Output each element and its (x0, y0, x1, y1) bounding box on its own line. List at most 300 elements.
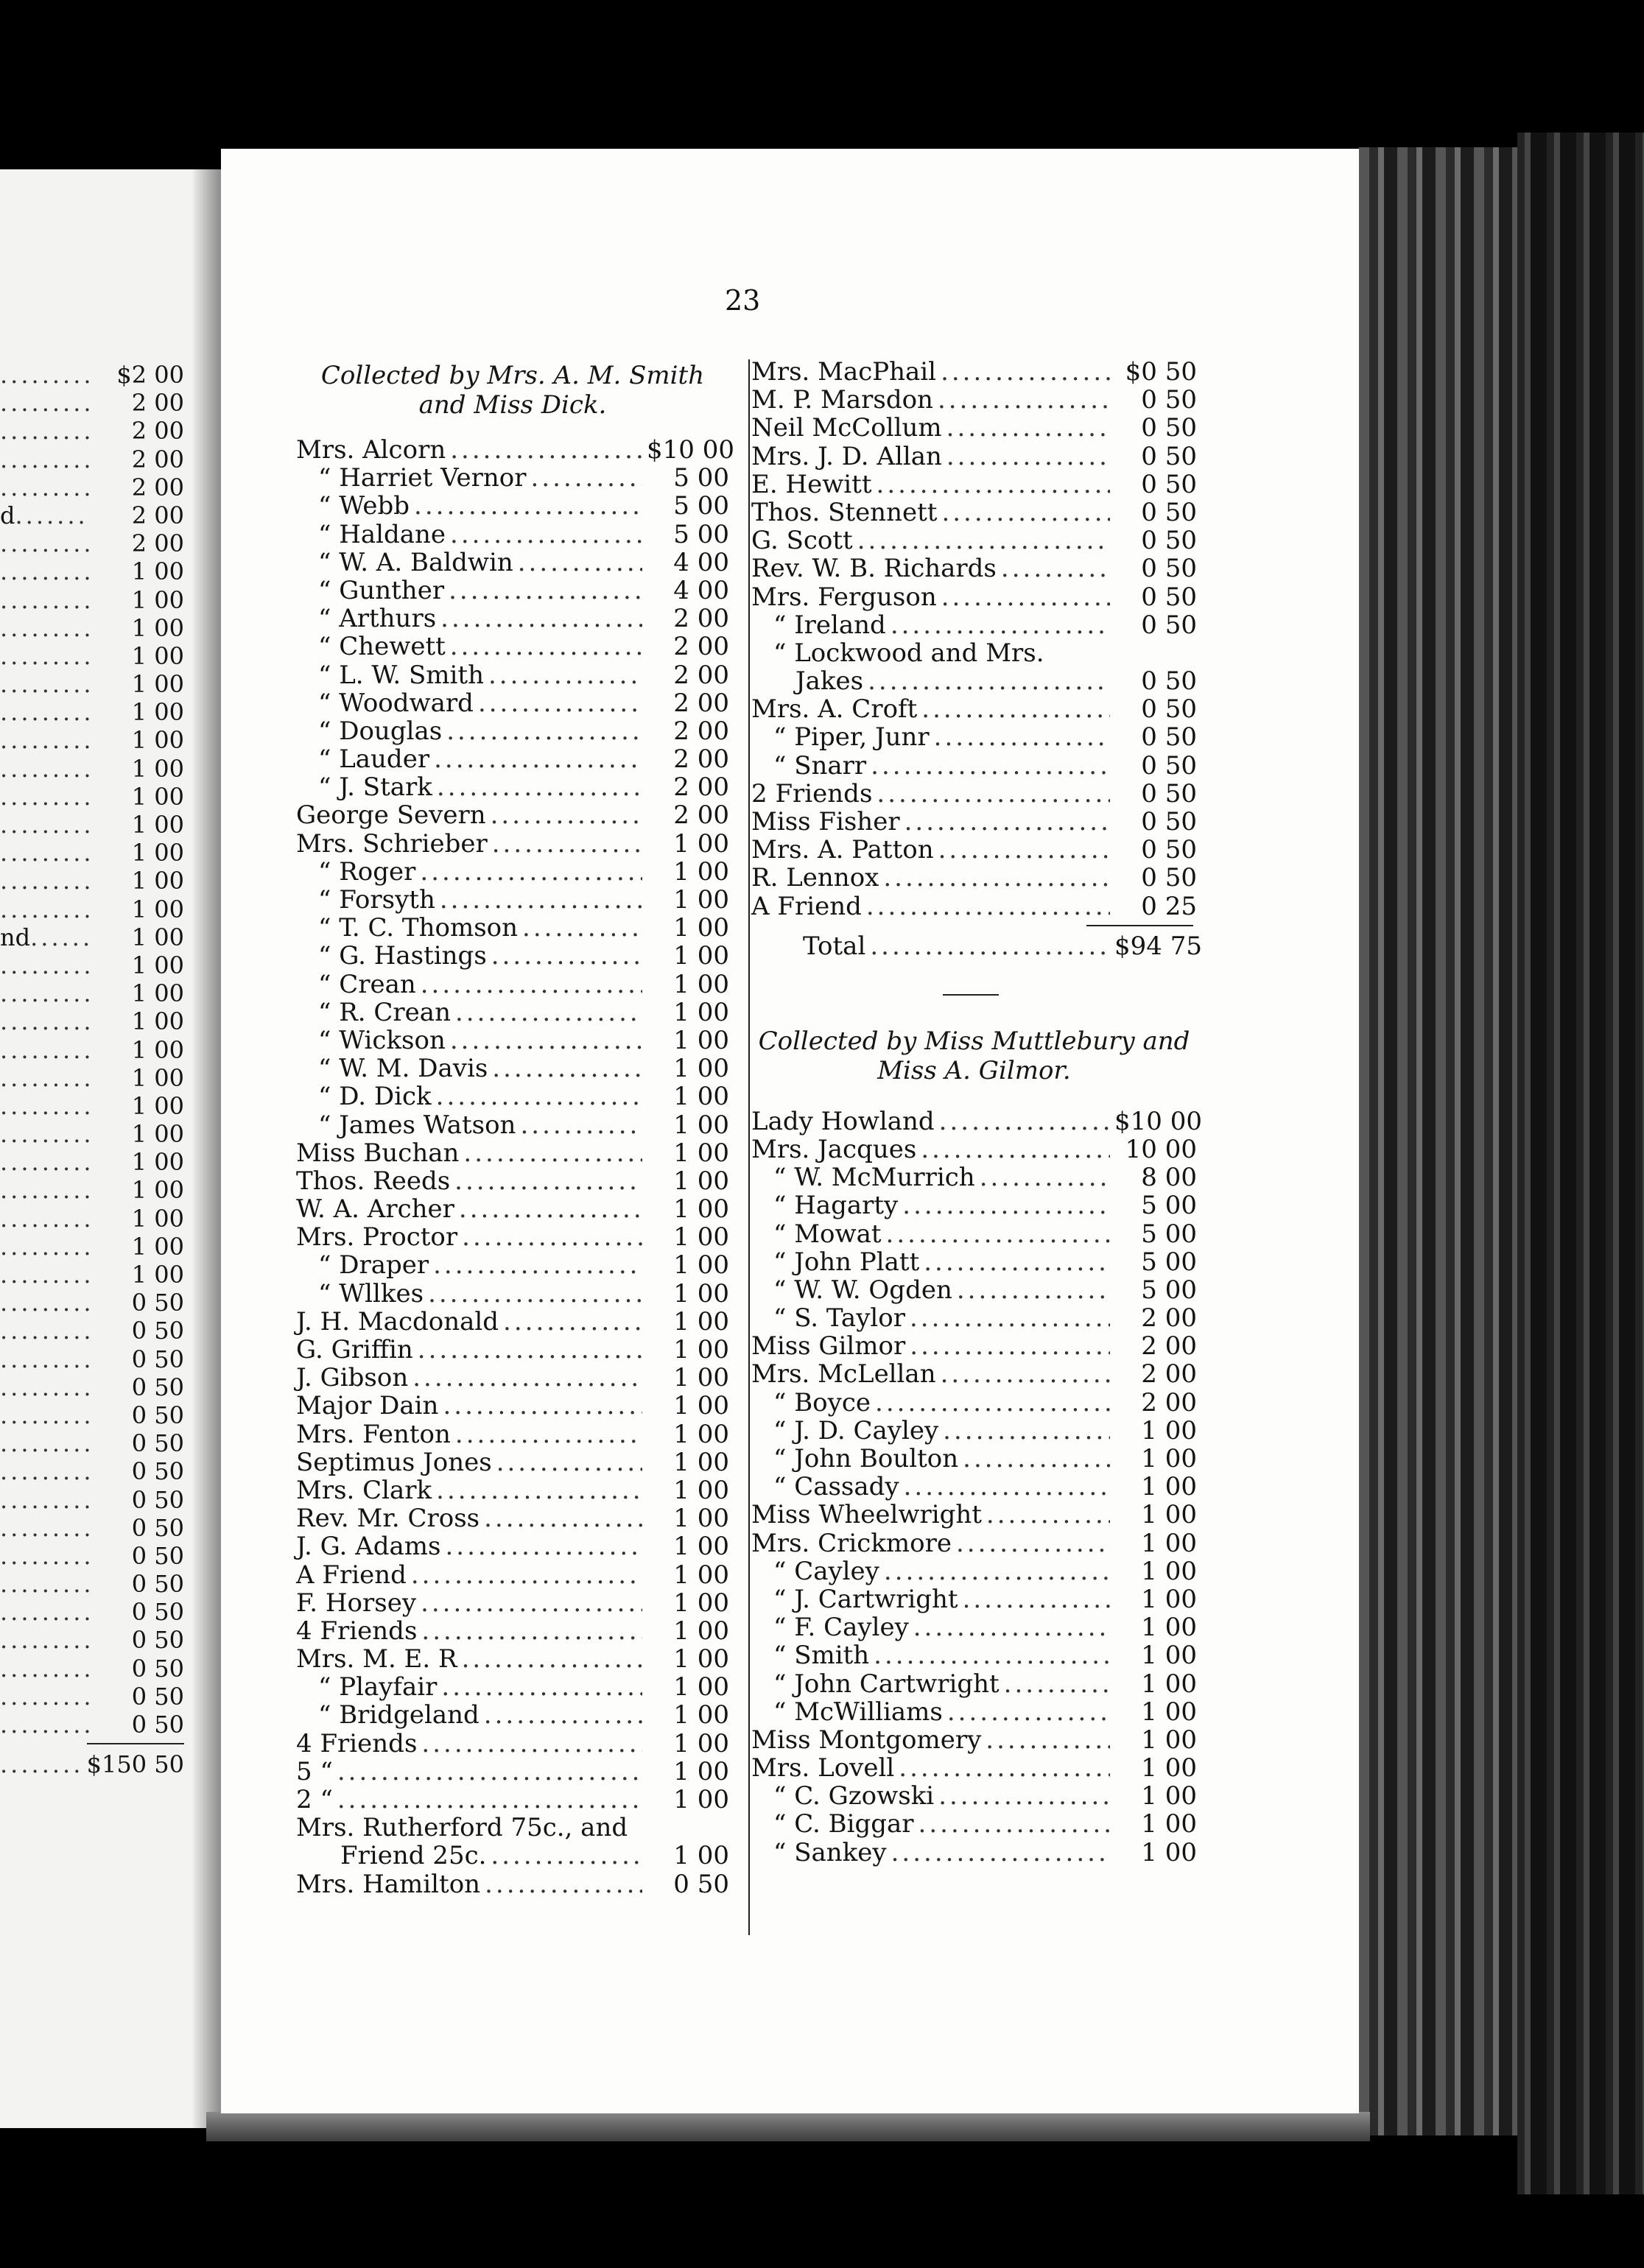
contributor-name: Mrs. Alcorn (296, 435, 446, 465)
leader-dots (913, 1613, 1110, 1641)
leader-dots (450, 633, 642, 661)
contribution-amount: 1 00 (673, 885, 729, 915)
facing-page-row (0, 1373, 184, 1401)
leader-dots (939, 1107, 1110, 1135)
contributor-name: 4 Friends (296, 1616, 418, 1646)
contribution-amount: 1 00 (673, 1110, 729, 1140)
contribution-amount: 2 00 (1141, 1359, 1197, 1390)
contributor-name: “ J. Stark (318, 772, 432, 803)
facing-page-row (0, 811, 184, 839)
contribution-row (296, 1786, 729, 1814)
leader-dots (434, 745, 642, 773)
contribution-amount: 1 00 (1141, 1725, 1197, 1755)
contributor-name: 2 Friends (751, 778, 873, 809)
contributor-name: “ Snarr (773, 750, 867, 781)
contribution-amount: 1 00 (673, 828, 729, 859)
leader-dots (910, 1332, 1110, 1360)
contribution-amount: 2 00 (673, 660, 729, 690)
contribution-row (751, 1698, 1197, 1726)
facing-page-row (0, 1261, 184, 1289)
contributor-name: R. Lennox (751, 863, 879, 893)
facing-page-row (0, 1064, 184, 1092)
facing-page-row (0, 1317, 184, 1345)
contribution-row (296, 1701, 729, 1729)
contributor-name: “ L. W. Smith (318, 660, 484, 690)
leader-dots (421, 1589, 642, 1617)
leader-dots (337, 1758, 642, 1786)
contribution-amount: 1 00 (673, 1447, 729, 1477)
contributor-list (296, 435, 734, 1899)
contribution-amount: 0 50 (1141, 807, 1197, 837)
leader-dots (886, 1220, 1110, 1248)
leader-dots (883, 864, 1110, 892)
contribution-amount: 5 00 (673, 491, 729, 521)
contribution-amount: 2 00 (673, 604, 729, 634)
contributor-name: Neil McCollum (751, 413, 942, 443)
contributor-name: “ Cassady (773, 1472, 899, 1502)
contribution-row (751, 780, 1197, 808)
contribution-amount: 1 00 (673, 1363, 729, 1393)
contribution-amount: 1 00 (673, 856, 729, 887)
facing-page-amount: 1 00 (131, 670, 184, 699)
contribution-row (296, 745, 729, 773)
contribution-row (296, 1504, 729, 1532)
facing-page-row (0, 1457, 184, 1485)
contribution-amount: 5 00 (1141, 1247, 1197, 1277)
contribution-amount: 5 00 (1141, 1275, 1197, 1305)
column-right (751, 357, 1202, 1867)
facing-page-row (0, 1176, 184, 1204)
facing-page-amount: 2 00 (131, 529, 184, 558)
facing-page-row (0, 1205, 184, 1233)
contribution-amount: 1 00 (673, 941, 729, 971)
facing-page-row (0, 1683, 184, 1711)
contributor-name: “ G. Hastings (318, 941, 487, 971)
contribution-row (296, 1026, 729, 1054)
contribution-row (751, 864, 1197, 892)
facing-page-row (0, 529, 184, 557)
facing-page-amount: 2 00 (131, 389, 184, 418)
contributor-name: A Friend (296, 1560, 407, 1590)
contribution-row (751, 526, 1197, 554)
facing-page-row (0, 1345, 184, 1373)
contributor-name: Mrs. M. E. R (296, 1644, 457, 1674)
contributor-name: Mrs. A. Patton (751, 835, 934, 865)
leader-dots (441, 1673, 642, 1701)
leader-dots (459, 1195, 642, 1223)
page-number: 23 (725, 284, 761, 317)
contributor-name: George Severn (296, 800, 486, 831)
facing-page-row (0, 1120, 184, 1148)
leader-dots (941, 358, 1110, 386)
contribution-amount: 10 00 (1125, 1134, 1197, 1164)
contributor-name: “ Haldane (318, 519, 446, 549)
leader-dots (875, 1389, 1110, 1417)
contribution-row (296, 801, 729, 829)
facing-page-row (0, 923, 184, 951)
contributor-name: 4 Friends (296, 1728, 418, 1758)
leader-dots (918, 1810, 1110, 1838)
contribution-row (751, 1754, 1197, 1782)
contributor-name: “ Webb (318, 491, 410, 521)
total-row (751, 931, 1202, 966)
leader-dots (520, 1111, 642, 1139)
leader-dots (947, 1698, 1110, 1726)
contribution-amount: 1 00 (1141, 1444, 1197, 1473)
facing-page-amount: 0 50 (131, 1289, 184, 1317)
contributor-name: “ Lockwood and Mrs. (773, 638, 1044, 668)
leader-dots (980, 1163, 1110, 1191)
leader-dots (484, 1701, 642, 1729)
contribution-amount: 1 00 (1141, 1669, 1197, 1699)
leader-dots (450, 436, 642, 464)
contribution-amount: 1 00 (1141, 1697, 1197, 1727)
contributor-name: “ J. D. Cayley (773, 1415, 939, 1445)
contribution-amount: 1 00 (673, 1222, 729, 1253)
contribution-amount: 1 00 (673, 1419, 729, 1449)
contribution-amount: 1 00 (1141, 1809, 1197, 1839)
contribution-row (296, 1476, 729, 1504)
facing-page-row (0, 755, 184, 783)
leader-dots (421, 1617, 642, 1645)
facing-page-row (0, 1429, 184, 1457)
leader-dots (866, 892, 1110, 920)
leader-dots (946, 443, 1110, 471)
contribution-row (296, 999, 729, 1026)
contribution-amount: 0 50 (1141, 582, 1197, 612)
facing-page-row (0, 417, 184, 445)
leader-dots (956, 1529, 1110, 1557)
contribution-amount: 1 00 (1141, 1781, 1197, 1811)
facing-page-amount: $2 00 (116, 361, 184, 389)
contributor-name: G. Scott (751, 526, 853, 556)
contribution-amount: 0 50 (1141, 863, 1197, 893)
contribution-amount: 5 00 (1141, 1219, 1197, 1249)
leader-dots (963, 1445, 1110, 1473)
contribution-row (296, 1111, 729, 1139)
contributor-name: “ R. Crean (318, 997, 451, 1027)
leader-dots (963, 1585, 1110, 1613)
contribution-amount: $0 50 (1125, 357, 1197, 387)
contributor-name: “ Arthurs (318, 604, 437, 634)
facing-page-amount: 1 00 (131, 895, 184, 923)
contributor-name: Mrs. Schrieber (296, 828, 488, 859)
leader-dots (443, 1392, 642, 1420)
contributor-name: J. G. Adams (296, 1532, 441, 1562)
contributor-name: “ Ireland (773, 610, 886, 640)
facing-page-row (0, 1148, 184, 1176)
contribution-amount: 4 00 (673, 575, 729, 605)
contribution-row (296, 1392, 729, 1420)
contribution-amount: 0 50 (1141, 722, 1197, 753)
leader-dots (899, 1754, 1110, 1782)
section-separator (943, 994, 999, 996)
contribution-row (751, 443, 1197, 471)
facing-page-amount: 0 50 (131, 1570, 184, 1599)
contribution-amount: $10 00 (647, 435, 734, 465)
contributor-name: Mrs. MacPhail (751, 357, 937, 387)
contributor-name: J. Gibson (296, 1363, 409, 1393)
contributor-name: “ John Boulton (773, 1444, 959, 1473)
contribution-row (296, 1617, 729, 1645)
contribution-row (751, 1501, 1197, 1529)
leader-dots (1004, 1670, 1110, 1698)
contribution-row (751, 695, 1197, 723)
leader-dots (938, 836, 1110, 864)
contribution-row (751, 1641, 1197, 1669)
leader-dots (941, 1360, 1110, 1388)
contributor-name: “ J. Cartwright (773, 1584, 958, 1614)
contributor-name: Mrs. A. Croft (751, 694, 918, 725)
facing-page-row (0, 1514, 184, 1542)
contribution-amount: 1 00 (1141, 1500, 1197, 1530)
facing-page-row (0, 726, 184, 754)
contributor-name: “ Crean (318, 969, 416, 999)
facing-page-amount: 1 00 (131, 1035, 184, 1064)
facing-page-row (0, 557, 184, 585)
contribution-row (296, 1842, 729, 1870)
facing-page-row (0, 1655, 184, 1683)
leader-dots (986, 1501, 1110, 1529)
facing-page-row (0, 642, 184, 670)
contributor-name: “ Gunther (318, 575, 445, 605)
contribution-row (751, 1332, 1197, 1360)
contributor-name: A Friend (751, 891, 862, 921)
contributor-name: “ Wickson (318, 1025, 446, 1055)
contribution-amount: 1 00 (673, 1475, 729, 1505)
contribution-row (296, 773, 729, 801)
contributor-name: “ Harriet Vernor (318, 463, 527, 493)
leader-dots (938, 386, 1110, 414)
leader-dots (436, 1476, 642, 1504)
leader-dots (440, 886, 642, 914)
facing-page-amount: 1 00 (131, 951, 184, 979)
contributor-name: “ C. Biggar (773, 1809, 914, 1839)
contribution-amount: 1 00 (673, 1025, 729, 1055)
contribution-row (751, 1445, 1197, 1473)
contribution-amount: 1 00 (1141, 1837, 1197, 1867)
contributor-name: “ Lauder (318, 744, 430, 775)
facing-page-row (0, 951, 184, 979)
facing-page-amount: 1 00 (131, 641, 184, 670)
contribution-row (751, 499, 1197, 526)
facing-page-row (0, 1542, 184, 1570)
facing-page-row (0, 361, 184, 389)
leader-dots (891, 1839, 1110, 1867)
contribution-amount: 2 00 (673, 688, 729, 718)
facing-page-row (0, 1598, 184, 1626)
facing-page-amount: 1 00 (131, 698, 184, 727)
contribution-amount: 5 00 (673, 519, 729, 549)
contribution-amount: $10 00 (1114, 1106, 1202, 1136)
contribution-row (751, 1839, 1197, 1867)
leader-dots (946, 414, 1110, 442)
leader-dots (871, 752, 1110, 780)
contribution-row (751, 1106, 1202, 1136)
contributor-name: “ D. Dick (318, 1082, 432, 1112)
facing-page-amount: 1 00 (131, 585, 184, 614)
contribution-amount: 2 00 (673, 800, 729, 831)
contributor-name: Mrs. Proctor (296, 1222, 458, 1253)
leader-dots (904, 808, 1110, 836)
contribution-amount: 1 00 (1141, 1528, 1197, 1558)
contribution-amount: 1 00 (673, 1278, 729, 1309)
contribution-row (751, 1276, 1197, 1304)
contributor-name: “ Woodward (318, 688, 474, 718)
leader-dots (921, 695, 1110, 723)
contribution-amount: 1 00 (673, 1335, 729, 1364)
total-label: Total (803, 931, 866, 961)
contribution-row (296, 830, 729, 858)
contributor-name: Mrs. Crickmore (751, 1528, 952, 1558)
facing-page-row (0, 1570, 184, 1598)
contribution-amount: 2 00 (1141, 1387, 1197, 1418)
contributor-name: G. Griffin (296, 1335, 413, 1364)
leader-dots (943, 1417, 1110, 1445)
contributor-name: F. Horsey (296, 1588, 417, 1618)
contribution-amount: 0 50 (1141, 610, 1197, 640)
contribution-row (751, 808, 1197, 836)
facing-page-total: $150 50 (86, 1750, 184, 1779)
contribution-row (296, 689, 729, 717)
contribution-amount: 2 00 (673, 716, 729, 746)
contributor-name: Miss Buchan (296, 1138, 460, 1168)
contribution-amount: 1 00 (1141, 1641, 1197, 1671)
facing-page-amount: 0 50 (131, 1345, 184, 1373)
facing-page-amount: 1 00 (131, 1176, 184, 1205)
contribution-amount: 2 00 (673, 632, 729, 662)
contribution-row (751, 1557, 1197, 1585)
contribution-amount: 0 50 (673, 1869, 729, 1899)
contribution-row (751, 836, 1197, 864)
contributor-name: Mrs. Ferguson (751, 582, 937, 612)
contributor-name: “ Roger (318, 856, 416, 887)
facing-page-row (0, 586, 184, 614)
contribution-amount: 0 50 (1141, 835, 1197, 865)
contribution-amount: 1 00 (673, 1054, 729, 1084)
leader-dots (455, 999, 642, 1026)
contribution-row (296, 886, 729, 914)
contribution-amount: 1 00 (673, 1756, 729, 1786)
contributor-name: Miss Fisher (751, 807, 900, 837)
contribution-row (751, 1417, 1197, 1445)
facing-page-amount: 0 50 (131, 1373, 184, 1401)
contribution-row (751, 358, 1197, 386)
book-edge-dark (1517, 133, 1644, 2194)
contribution-row (296, 633, 729, 661)
contributor-name: “ Piper, Junr (773, 722, 930, 753)
contribution-amount: 2 00 (1141, 1331, 1197, 1362)
contribution-amount: 1 00 (1141, 1584, 1197, 1614)
contribution-amount: 1 00 (1141, 1613, 1197, 1643)
leader-dots (450, 521, 642, 549)
contribution-row (296, 942, 729, 970)
contribution-amount: 1 00 (673, 1082, 729, 1112)
contribution-amount: 1 00 (673, 1841, 729, 1871)
contributor-name: “ T. C. Thomson (318, 913, 519, 943)
facing-page-total-row (0, 1750, 184, 1778)
facing-page-amount: 1 00 (131, 923, 184, 951)
facing-page-amount: 2 00 (131, 417, 184, 446)
leader-dots (485, 1870, 642, 1898)
contribution-amount: 2 00 (1141, 1303, 1197, 1334)
contributor-name: E. Hewitt (751, 469, 872, 499)
contributor-name: Septimus Jones (296, 1447, 492, 1477)
contributor-name: “ Chewett (318, 632, 446, 662)
contribution-row (751, 1585, 1197, 1613)
facing-page-amount: 1 00 (131, 1091, 184, 1120)
contributor-name: Thos. Stennett (751, 497, 938, 527)
contribution-amount: 0 50 (1141, 413, 1197, 443)
contribution-amount: 1 00 (673, 1560, 729, 1590)
contribution-row (296, 1195, 729, 1223)
contribution-row (751, 639, 1197, 667)
contribution-row (296, 1054, 729, 1082)
facing-page-row (0, 698, 184, 726)
leader-dots (986, 1726, 1110, 1754)
contribution-row (296, 971, 729, 999)
facing-page-amount: 0 50 (131, 1598, 184, 1627)
contribution-amount: 0 50 (1141, 778, 1197, 809)
leader-dots (462, 1223, 642, 1251)
contribution-row (751, 471, 1197, 499)
facing-page-amount: 1 00 (131, 839, 184, 867)
contribution-row (751, 554, 1197, 582)
facing-page-text: nd (0, 923, 31, 951)
facing-page-amount: 0 50 (131, 1626, 184, 1655)
contribution-amount: 1 00 (673, 1672, 729, 1702)
leader-dots (492, 830, 642, 858)
contribution-amount: 1 00 (1141, 1753, 1197, 1783)
facing-page-total-rule (87, 1743, 184, 1744)
contribution-row (296, 1223, 729, 1251)
contribution-amount: 0 50 (1141, 666, 1197, 697)
contribution-amount: 1 00 (673, 1194, 729, 1225)
contributor-name: “ Douglas (318, 716, 443, 746)
facing-page-row (0, 895, 184, 923)
leader-dots (428, 1280, 642, 1308)
contribution-amount: 1 00 (1141, 1556, 1197, 1586)
contribution-row (751, 611, 1197, 639)
leader-dots (496, 1448, 642, 1476)
contributor-name: “ Forsyth (318, 885, 435, 915)
contributor-name: Jakes (795, 666, 864, 697)
page-bottom-edge (206, 2112, 1370, 2141)
leader-dots (449, 577, 642, 605)
contribution-amount: 1 00 (1141, 1415, 1197, 1445)
contributor-name: Friend 25c. (340, 1841, 487, 1871)
section-header-muttlebury-gilmor: Collected by Miss Muttlebury and Miss A. Gilmor. (758, 1026, 1190, 1085)
contributor-name: Mrs. Fenton (296, 1419, 451, 1449)
contribution-amount: 0 50 (1141, 554, 1197, 584)
facing-page-row (0, 1626, 184, 1654)
contribution-row (296, 435, 734, 465)
contribution-row (751, 386, 1197, 414)
leader-dots (450, 1026, 642, 1054)
contributor-name: 2 “ (296, 1785, 333, 1814)
facing-page-text: d (0, 501, 15, 529)
facing-page-amount: 1 00 (131, 1007, 184, 1036)
contribution-amount: 1 00 (673, 1728, 729, 1758)
leader-dots (412, 1364, 642, 1392)
contributor-name: “ James Watson (318, 1110, 516, 1140)
facing-page-row (0, 839, 184, 867)
contribution-amount: 1 00 (673, 1644, 729, 1674)
contribution-row (296, 1870, 729, 1898)
facing-page-row (0, 1092, 184, 1120)
contributor-name: Mrs. J. D. Allan (751, 441, 942, 471)
contributor-name: J. H. Macdonald (296, 1306, 499, 1336)
